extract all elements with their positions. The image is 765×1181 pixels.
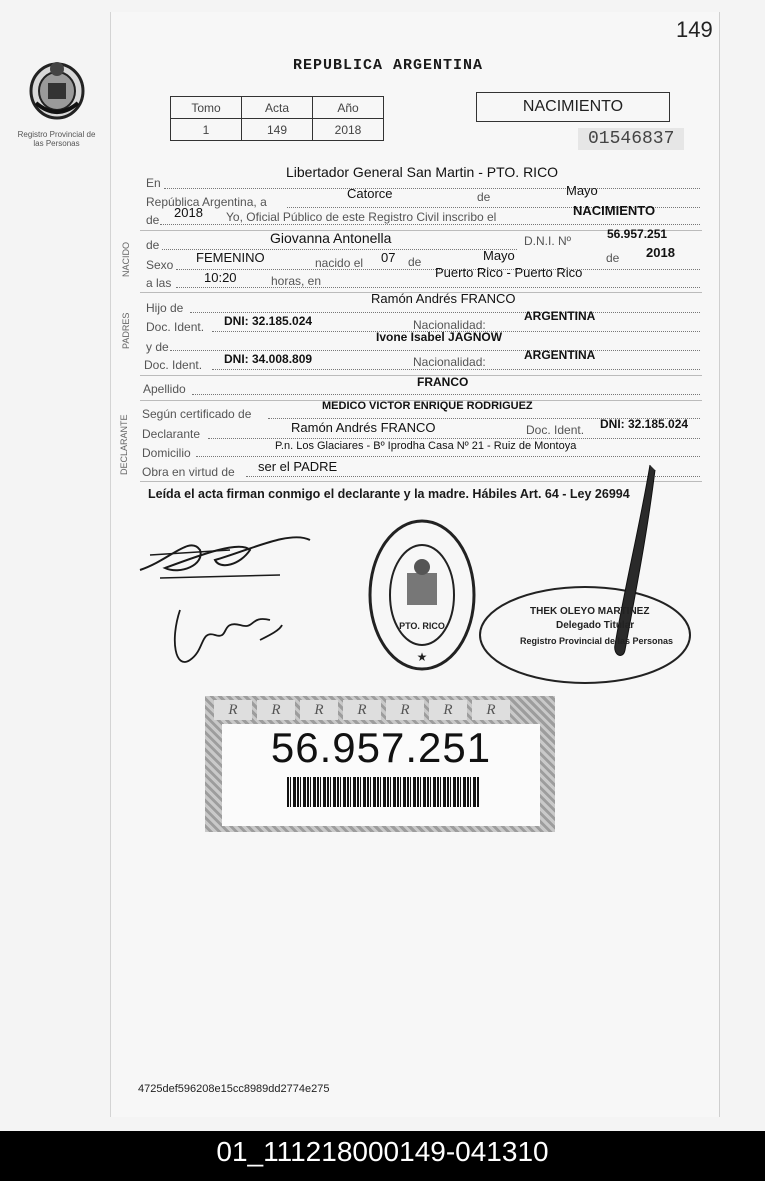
obra-value: ser el PADRE <box>258 459 338 474</box>
yde-label: y de <box>146 340 169 354</box>
birth-year: 2018 <box>646 245 675 260</box>
en-label: En <box>146 176 161 190</box>
domicilio-label: Domicilio <box>142 446 191 460</box>
officer-stamp-line1: THEK OLEYO MARTINEZ <box>530 606 650 617</box>
seal-outer-text <box>380 548 410 549</box>
footer-id: 01_111218000149-041310 <box>0 1131 765 1181</box>
dotted-line <box>208 438 700 439</box>
father-name: Ramón Andrés FRANCO <box>371 291 516 306</box>
nacido-label: nacido el <box>315 256 364 270</box>
mother-doc-label: Doc. Ident. <box>144 358 203 372</box>
child-name: Giovanna Antonella <box>270 230 392 246</box>
officer-signature-icon <box>475 455 695 695</box>
mother-signature-icon <box>160 600 290 680</box>
register-value-tomo: 1 <box>171 119 242 141</box>
dotted-line <box>160 224 700 225</box>
closing-statement: Leída el acta firman conmigo el declarante y la madre. Hábiles Art. 64 - Ley 26994 <box>148 487 630 501</box>
republica-label: República Argentina, a <box>146 195 267 209</box>
officer-text: Yo, Oficial Público de este Registro Civil inscribo el <box>226 210 497 224</box>
officer-stamp-line3: Registro Provincial de las Personas <box>520 636 674 646</box>
officer-stamp-line2: Delegado Titular <box>556 620 635 631</box>
declarante-side-label: DECLARANTE <box>119 414 129 475</box>
horas-label: horas, en <box>271 274 322 288</box>
dni-label: D.N.I. Nº <box>524 234 572 248</box>
mother-nationality-label: Nacionalidad: <box>413 355 486 369</box>
child-dni: 56.957.251 <box>607 227 668 241</box>
security-letter: R <box>429 700 467 720</box>
org-logo-caption: Registro Provincial de las Personas <box>17 130 96 148</box>
domicilio-value: P.n. Los Glaciares - Bº Iprodha Casa Nº 21 - Ruiz de Montoya <box>275 440 577 452</box>
father-nationality-label: Nacionalidad: <box>413 318 486 332</box>
security-letter: R <box>214 700 252 720</box>
sexo-value: FEMENINO <box>196 250 265 265</box>
year-value: 2018 <box>174 205 203 220</box>
document-hash: 4725def596208e15cc8989dd2774e275 <box>138 1083 330 1095</box>
security-letter: R <box>300 700 338 720</box>
birth-place: Puerto Rico - Puerto Rico <box>435 265 583 280</box>
sticker-dni-number: 56.957.251 <box>270 724 492 771</box>
declarante-label: Declarante <box>142 427 201 441</box>
security-letter: R <box>343 700 381 720</box>
page-number: 149 <box>676 17 713 42</box>
security-letter: R <box>472 700 510 720</box>
birth-de-label-2: de <box>606 251 620 265</box>
apellido-label: Apellido <box>143 382 186 396</box>
birth-day: 07 <box>381 250 396 265</box>
en-value: Libertador General San Martin - PTO. RICO <box>286 164 559 180</box>
hijo-label: Hijo de <box>146 301 184 315</box>
nacido-side-label: NACIDO <box>121 241 131 277</box>
father-nationality: ARGENTINA <box>524 309 596 323</box>
register-value-acta: 149 <box>242 119 313 141</box>
mother-name: Ivone Isabel JAGNOW <box>376 330 503 344</box>
dotted-line <box>192 394 700 395</box>
barcode-icon <box>287 777 479 807</box>
dotted-line <box>170 350 700 351</box>
cert-label: Según certificado de <box>142 407 252 421</box>
mother-nationality: ARGENTINA <box>524 348 596 362</box>
nacido-de-label: de <box>146 238 160 252</box>
birth-time: 10:20 <box>204 270 237 285</box>
security-letter: R <box>386 700 424 720</box>
declarante-doc: DNI: 32.185.024 <box>600 417 689 431</box>
sexo-label: Sexo <box>146 258 174 272</box>
day-value: Catorce <box>347 186 393 201</box>
registry-seal-icon <box>365 515 480 675</box>
sticker-security-pattern <box>214 700 549 720</box>
mother-doc: DNI: 34.008.809 <box>224 352 313 366</box>
register-table <box>170 96 384 141</box>
father-doc: DNI: 32.185.024 <box>224 314 313 328</box>
dotted-line <box>212 369 700 370</box>
inscribo-value: NACIMIENTO <box>573 203 656 218</box>
birth-de-label: de <box>408 255 422 269</box>
register-header-tomo: Tomo <box>171 97 242 119</box>
apellido-value: FRANCO <box>417 375 469 389</box>
de2-label: de <box>146 213 160 227</box>
register-table-header-row <box>171 97 384 119</box>
de-label: de <box>477 190 491 204</box>
register-header-anio: Año <box>313 97 384 119</box>
padres-side-label: PADRES <box>121 312 131 349</box>
register-table-value-row <box>171 119 384 141</box>
month-value: Mayo <box>566 183 598 198</box>
record-type-box: NACIMIENTO <box>476 92 670 122</box>
provincial-coat-of-arms-icon <box>22 55 92 121</box>
register-header-acta: Acta <box>242 97 313 119</box>
document-title: REPUBLICA ARGENTINA <box>293 57 484 74</box>
serial-number: 01546837 <box>578 128 684 150</box>
birth-month: Mayo <box>483 248 515 263</box>
dotted-line <box>176 287 700 288</box>
alas-label: a las <box>146 276 172 290</box>
register-value-anio: 2018 <box>313 119 384 141</box>
father-doc-label: Doc. Ident. <box>146 320 205 334</box>
declarante-doc-label: Doc. Ident. <box>526 423 585 437</box>
obra-label: Obra en virtud de <box>142 465 235 479</box>
seal-inner-text: PTO. RICO <box>399 621 445 631</box>
svg-text:★: ★ <box>416 650 428 664</box>
dotted-line <box>190 312 700 313</box>
declarante-signature-icon <box>130 520 320 590</box>
declarante-name: Ramón Andrés FRANCO <box>291 420 436 435</box>
cert-value: MEDICO VICTOR ENRIQUE RODRIGUEZ <box>322 400 533 412</box>
security-letter: R <box>257 700 295 720</box>
dotted-line <box>164 188 700 189</box>
